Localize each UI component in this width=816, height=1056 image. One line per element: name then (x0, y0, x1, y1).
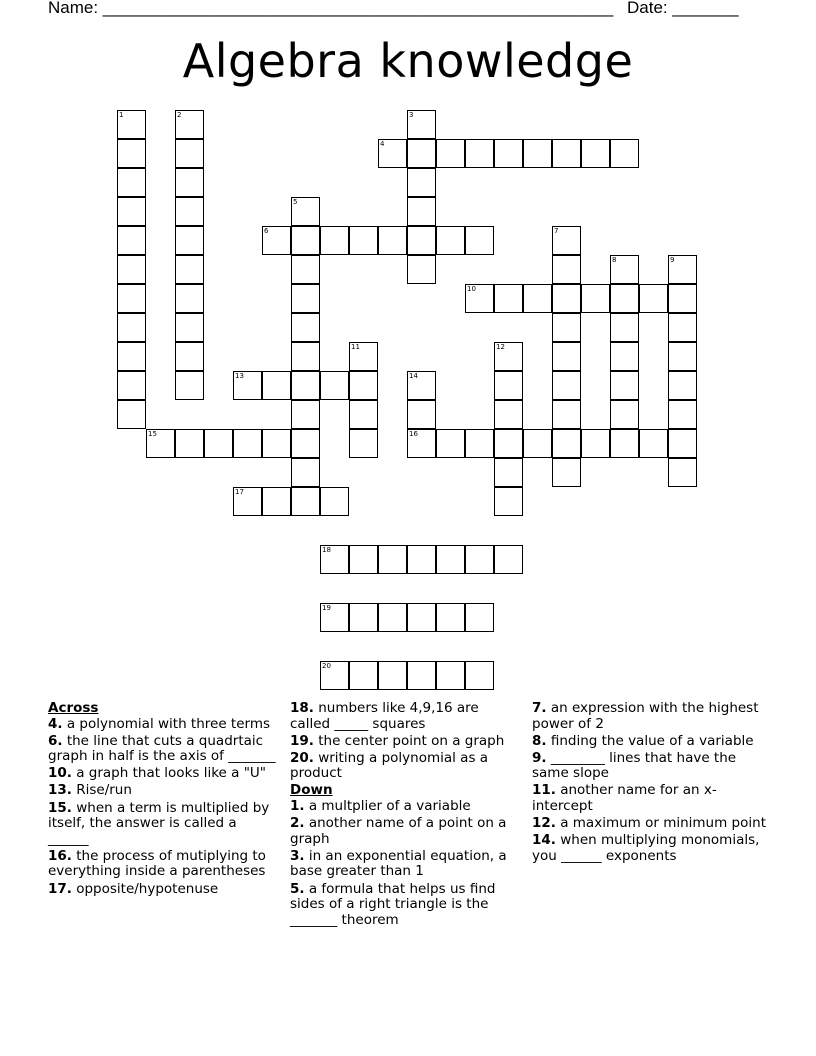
crossword-cell[interactable] (407, 603, 436, 632)
crossword-cell[interactable] (523, 429, 552, 458)
across-heading: Across (48, 700, 99, 716)
crossword-cell[interactable] (320, 487, 349, 516)
crossword-cell[interactable] (407, 139, 436, 168)
clue-across-15: 15. when a term is multiplied by itself, the answer is called a ______ (48, 799, 270, 847)
crossword-cell[interactable] (117, 342, 146, 371)
crossword-cell[interactable] (349, 371, 378, 400)
crossword-cell[interactable] (465, 429, 494, 458)
clue-down-7: 7. an expression with the highest power of 2 (532, 700, 759, 732)
crossword-cell[interactable] (291, 429, 320, 458)
crossword-cell[interactable] (175, 139, 204, 168)
crossword-cell[interactable] (262, 371, 291, 400)
clue-number: 17 (235, 488, 244, 496)
date-field-label: Date: _______ (627, 0, 739, 17)
crossword-cell[interactable] (349, 661, 378, 690)
clue-across-10: 10. a graph that looks like a "U" (48, 765, 267, 782)
crossword-cell[interactable] (117, 284, 146, 313)
clue-down-2: 2. another name of a point on a graph (290, 815, 507, 847)
clue-across-16: 16. the process of mutiplying to everything inside a parentheses (48, 847, 266, 880)
crossword-cell[interactable] (436, 226, 465, 255)
crossword-cell[interactable] (523, 139, 552, 168)
crossword-cell[interactable] (407, 661, 436, 690)
crossword-cell[interactable] (146, 429, 175, 458)
crossword-cell[interactable] (552, 139, 581, 168)
clue-number: 1 (119, 111, 124, 119)
crossword-cell[interactable] (581, 284, 610, 313)
crossword-cell[interactable] (407, 545, 436, 574)
crossword-cell[interactable] (494, 545, 523, 574)
clue-down-5: 5. a formula that helps us find sides of a right triangle is the _______ theorem (290, 880, 496, 928)
clue-across-17: 17. opposite/hypotenuse (48, 880, 219, 897)
crossword-cell[interactable] (465, 545, 494, 574)
crossword-cell[interactable] (291, 487, 320, 516)
crossword-cell[interactable] (639, 429, 668, 458)
crossword-cell[interactable] (378, 139, 407, 168)
crossword-cell[interactable] (233, 429, 262, 458)
crossword-cell[interactable] (494, 371, 523, 400)
crossword-cell[interactable] (378, 545, 407, 574)
name-field-label: Name: ______________________________________________________ (48, 0, 614, 17)
crossword-cell[interactable] (494, 429, 523, 458)
clue-number: 11 (351, 343, 360, 351)
crossword-cell[interactable] (117, 371, 146, 400)
clue-number: 9 (670, 256, 675, 264)
clue-number: 2 (177, 111, 182, 119)
crossword-cell[interactable] (320, 603, 349, 632)
crossword-cell[interactable] (407, 110, 436, 139)
clue-number: 3 (409, 111, 414, 119)
down-heading: Down (290, 782, 333, 799)
crossword-cell[interactable] (523, 284, 552, 313)
clue-across-18: 18. numbers like 4,9,16 are called _____ squares (290, 700, 479, 732)
crossword-cell[interactable] (117, 139, 146, 168)
crossword-cell[interactable] (639, 284, 668, 313)
clues-column-3 (532, 701, 772, 866)
clue-number: 19 (322, 604, 331, 612)
clue-number: 10 (467, 285, 476, 293)
crossword-cell[interactable] (407, 168, 436, 197)
crossword-cell[interactable] (610, 255, 639, 284)
crossword-cell[interactable] (320, 371, 349, 400)
crossword-cell[interactable] (349, 429, 378, 458)
clue-across-4: 4. a polynomial with three terms (48, 715, 271, 732)
crossword-cell[interactable] (668, 342, 697, 371)
crossword-cell[interactable] (349, 342, 378, 371)
crossword-cell[interactable] (291, 342, 320, 371)
crossword-cell[interactable] (494, 458, 523, 487)
crossword-cell[interactable] (175, 342, 204, 371)
crossword-cell[interactable] (465, 661, 494, 690)
crossword-cell[interactable] (378, 226, 407, 255)
crossword-cell[interactable] (610, 342, 639, 371)
crossword-cell[interactable] (117, 168, 146, 197)
clue-down-9: 9. ________ lines that have the same slope (532, 749, 737, 782)
crossword-cell[interactable] (494, 400, 523, 429)
crossword-cell[interactable] (378, 603, 407, 632)
crossword-cell[interactable] (291, 284, 320, 313)
crossword-cell[interactable] (175, 371, 204, 400)
crossword-cell[interactable] (668, 400, 697, 429)
crossword-cell[interactable] (117, 226, 146, 255)
crossword-cell[interactable] (668, 458, 697, 487)
crossword-cell[interactable] (349, 226, 378, 255)
crossword-cell[interactable] (175, 255, 204, 284)
clues-column-2 (290, 701, 522, 930)
crossword-cell[interactable] (494, 139, 523, 168)
crossword-cell[interactable] (407, 226, 436, 255)
crossword-cell[interactable] (349, 603, 378, 632)
crossword-cell[interactable] (262, 429, 291, 458)
crossword-cell[interactable] (175, 197, 204, 226)
crossword-cell[interactable] (668, 371, 697, 400)
crossword-cell[interactable] (610, 429, 639, 458)
crossword-cell[interactable] (407, 371, 436, 400)
crossword-cell[interactable] (262, 487, 291, 516)
crossword-cell[interactable] (175, 284, 204, 313)
clue-number: 16 (409, 430, 418, 438)
clue-down-14: 14. when multiplying monomials, you ______ exponents (532, 832, 760, 864)
crossword-cell[interactable] (436, 661, 465, 690)
crossword-cell[interactable] (407, 197, 436, 226)
clue-down-3: 3. in an exponential equation, a base greater than 1 (290, 847, 507, 880)
clue-across-20: 20. writing a polynomial as a product (290, 749, 489, 782)
crossword-cell[interactable] (494, 342, 523, 371)
crossword-cell[interactable] (610, 313, 639, 342)
crossword-cell[interactable] (291, 371, 320, 400)
crossword-cell[interactable] (610, 284, 639, 313)
clue-across-6: 6. the line that cuts a quadrtaic graph in half is the axis of _______ (48, 732, 276, 765)
crossword-cell[interactable] (291, 197, 320, 226)
crossword-cell[interactable] (668, 284, 697, 313)
crossword-cell[interactable] (407, 429, 436, 458)
crossword-cell[interactable] (175, 313, 204, 342)
crossword-cell[interactable] (407, 255, 436, 284)
crossword-cell[interactable] (436, 139, 465, 168)
clue-number: 13 (235, 372, 244, 380)
crossword-cell[interactable] (436, 603, 465, 632)
crossword-cell[interactable] (320, 226, 349, 255)
clue-number: 5 (293, 198, 298, 206)
clue-across-19: 19. the center point on a graph (290, 732, 505, 749)
clue-down-8: 8. finding the value of a variable (532, 732, 754, 749)
crossword-cell[interactable] (117, 313, 146, 342)
crossword-cell[interactable] (117, 400, 146, 429)
crossword-cell[interactable] (291, 458, 320, 487)
crossword-cell[interactable] (581, 139, 610, 168)
crossword-cell[interactable] (552, 313, 581, 342)
clue-number: 12 (496, 343, 505, 351)
crossword-cell[interactable] (552, 429, 581, 458)
clue-number: 15 (148, 430, 157, 438)
crossword-cell[interactable] (494, 284, 523, 313)
crossword-cell[interactable] (117, 255, 146, 284)
crossword-cell[interactable] (291, 313, 320, 342)
crossword-cell[interactable] (175, 429, 204, 458)
crossword-cell[interactable] (581, 429, 610, 458)
crossword-cell[interactable] (552, 400, 581, 429)
crossword-cell[interactable] (349, 400, 378, 429)
crossword-cell[interactable] (204, 429, 233, 458)
crossword-cell[interactable] (175, 168, 204, 197)
crossword-cell[interactable] (175, 110, 204, 139)
clue-number: 6 (264, 227, 269, 235)
clue-number: 7 (554, 227, 559, 235)
crossword-cell[interactable] (552, 371, 581, 400)
crossword-cell[interactable] (291, 400, 320, 429)
crossword-cell[interactable] (436, 429, 465, 458)
crossword-cell[interactable] (465, 226, 494, 255)
crossword-cell[interactable] (320, 661, 349, 690)
crossword-cell[interactable] (610, 139, 639, 168)
clue-down-11: 11. another name for an x-intercept (532, 782, 717, 815)
crossword-cell[interactable] (175, 226, 204, 255)
crossword-cell[interactable] (668, 313, 697, 342)
clue-number: 4 (380, 140, 385, 148)
crossword-cell[interactable] (552, 226, 581, 255)
clue-number: 14 (409, 372, 418, 380)
crossword-cell[interactable] (552, 255, 581, 284)
crossword-cell[interactable] (465, 603, 494, 632)
clue-down-12: 12. a maximum or minimum point (532, 815, 766, 832)
clue-number: 18 (322, 546, 331, 554)
crossword-cell[interactable] (291, 226, 320, 255)
crossword-cell[interactable] (610, 400, 639, 429)
crossword-cell[interactable] (668, 429, 697, 458)
crossword-cell[interactable] (233, 371, 262, 400)
crossword-cell[interactable] (262, 226, 291, 255)
crossword-cell[interactable] (349, 545, 378, 574)
crossword-cell[interactable] (378, 661, 407, 690)
crossword-cell[interactable] (552, 284, 581, 313)
crossword-cell[interactable] (668, 255, 697, 284)
clue-number: 20 (322, 662, 331, 670)
crossword-cell[interactable] (610, 371, 639, 400)
crossword-cell[interactable] (465, 284, 494, 313)
page-title: Algebra knowledge (182, 34, 634, 88)
crossword-cell[interactable] (494, 487, 523, 516)
crossword-cell[interactable] (291, 255, 320, 284)
crossword-cell[interactable] (320, 545, 349, 574)
crossword-cell[interactable] (117, 110, 146, 139)
crossword-cell[interactable] (552, 458, 581, 487)
crossword-cell[interactable] (465, 139, 494, 168)
crossword-cell[interactable] (233, 487, 262, 516)
clue-down-1: 1. a multplier of a variable (290, 798, 471, 815)
clue-number: 8 (612, 256, 617, 264)
clue-across-13: 13. Rise/run (48, 782, 132, 799)
crossword-cell[interactable] (436, 545, 465, 574)
crossword-cell[interactable] (407, 400, 436, 429)
crossword-cell[interactable] (552, 342, 581, 371)
crossword-cell[interactable] (117, 197, 146, 226)
clues-column-1 (48, 701, 280, 899)
